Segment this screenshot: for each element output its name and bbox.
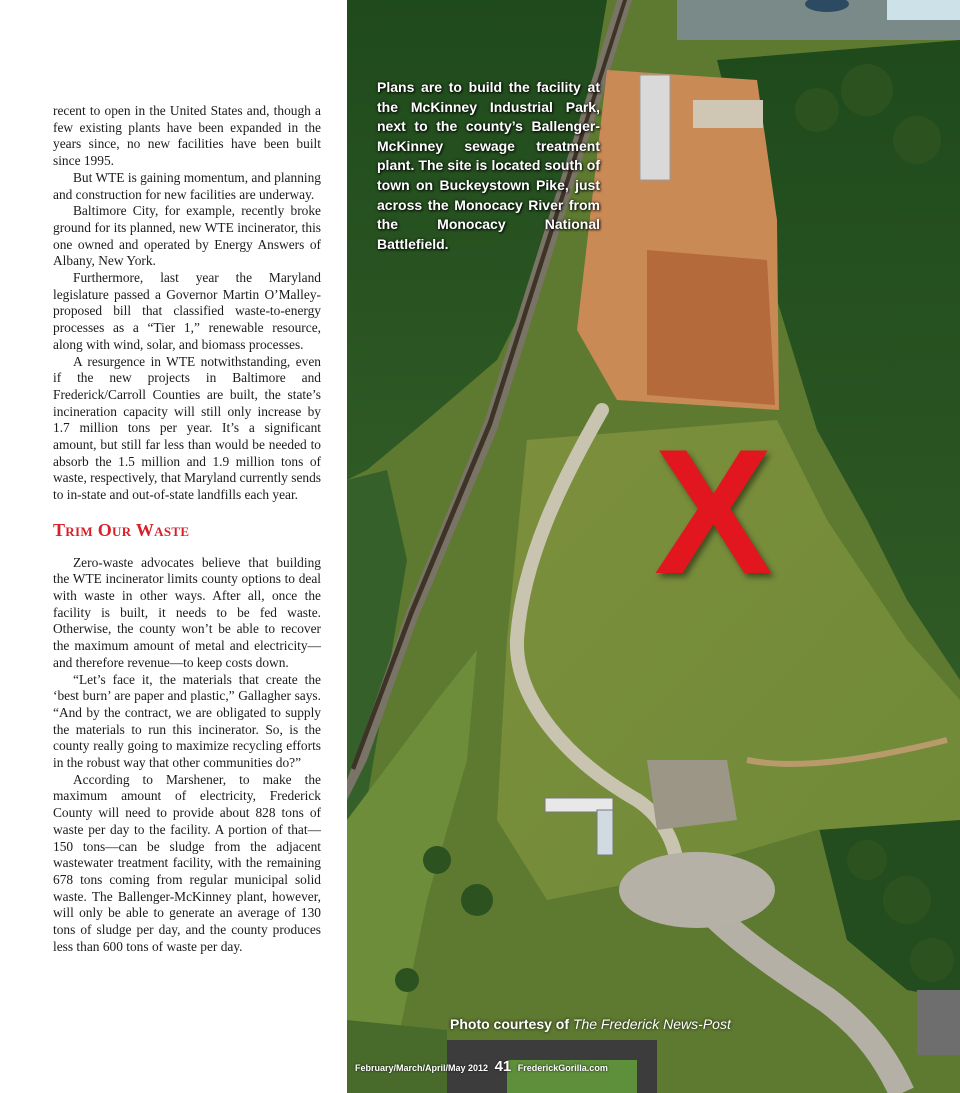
section-heading: Trim Our Waste	[53, 519, 190, 540]
article-paragraph: Furthermore, last year the Maryland legislature passed a Governor Martin O’Malley-proposed bill that classified waste-to-energy processes as a “Tier 1,” renewable resource, along with wind, solar, and biomass processes.	[53, 270, 321, 352]
photo-credit	[450, 1016, 731, 1032]
page-number: 41	[494, 1058, 512, 1075]
article-paragraph: recent to open in the United States and, though a few existing plants have been expanded in the years since, no new facilities have been built since 1995.	[53, 103, 321, 169]
page-footer	[355, 1058, 608, 1075]
photo-credit-source: The Frederick News-Post	[572, 1016, 731, 1032]
article-paragraph: Baltimore City, for example, recently broke ground for its planned, new WTE incinerator, this one owned and operated by Energy Answers of Albany, New York.	[53, 203, 321, 269]
footer-issue: February/March/April/May 2012	[355, 1063, 489, 1073]
article-paragraph: A resurgence in WTE notwithstanding, even if the new projects in Baltimore and Frederick/Carroll Counties are built, the state’s incineration capacity will still only increase by 1.7 million tons per year. It’s a significant amount, but still far less than would be needed to absorb the 1.5 million and 1.9 million tons of waste, respectively, that Maryland currently sends to in-state and out-of-state landfills each year.	[53, 353, 321, 503]
article-text-column	[53, 103, 321, 955]
article-paragraph: According to Marshener, to make the maximum amount of electricity, Frederick County will need to provide about 828 tons of waste per day to the facility. A portion of that—150 tons—can be sludge from the adjacent wastewater treatment facility, with the remaining 678 tons coming from regular municipal solid waste. The Ballenger-McKinney plant, however, will only be able to generate an average of 130 tons of sludge per day, and the county produces less than 600 tons of waste per day.	[53, 771, 321, 954]
footer-site: FrederickGorilla.com	[517, 1063, 608, 1073]
article-paragraph: “Let’s face it, the materials that create the ‘best burn’ are paper and plastic,” Gallagher says. “And by the contract, we are obligated to supply the materials to run this incinerator. So, is the county really going to maximize recycling efforts in the robust way that other communities do?”	[53, 671, 321, 771]
photo-caption: Plans are to build the facility at the McKinney Industrial Park, next to the county’s Ballenger-McKinney sewage treatment plant. The site is located south of town on Buckeystown Pike, just across the Monocacy River from the Monocacy National Battlefield.	[377, 79, 600, 252]
site-marker-x: X	[654, 412, 773, 611]
article-paragraph: Zero-waste advocates believe that building the WTE incinerator limits county options to deal with waste in other ways. After all, once the facility is built, it needs to be fed waste. Otherwise, the county won’t be able to recover the maximum amount of metal and electricity—and therefore revenue—to keep costs down.	[53, 554, 321, 670]
photo-credit-prefix: Photo courtesy of	[450, 1016, 570, 1032]
article-paragraph: But WTE is gaining momentum, and planning and construction for new facilities are underway.	[53, 169, 321, 202]
